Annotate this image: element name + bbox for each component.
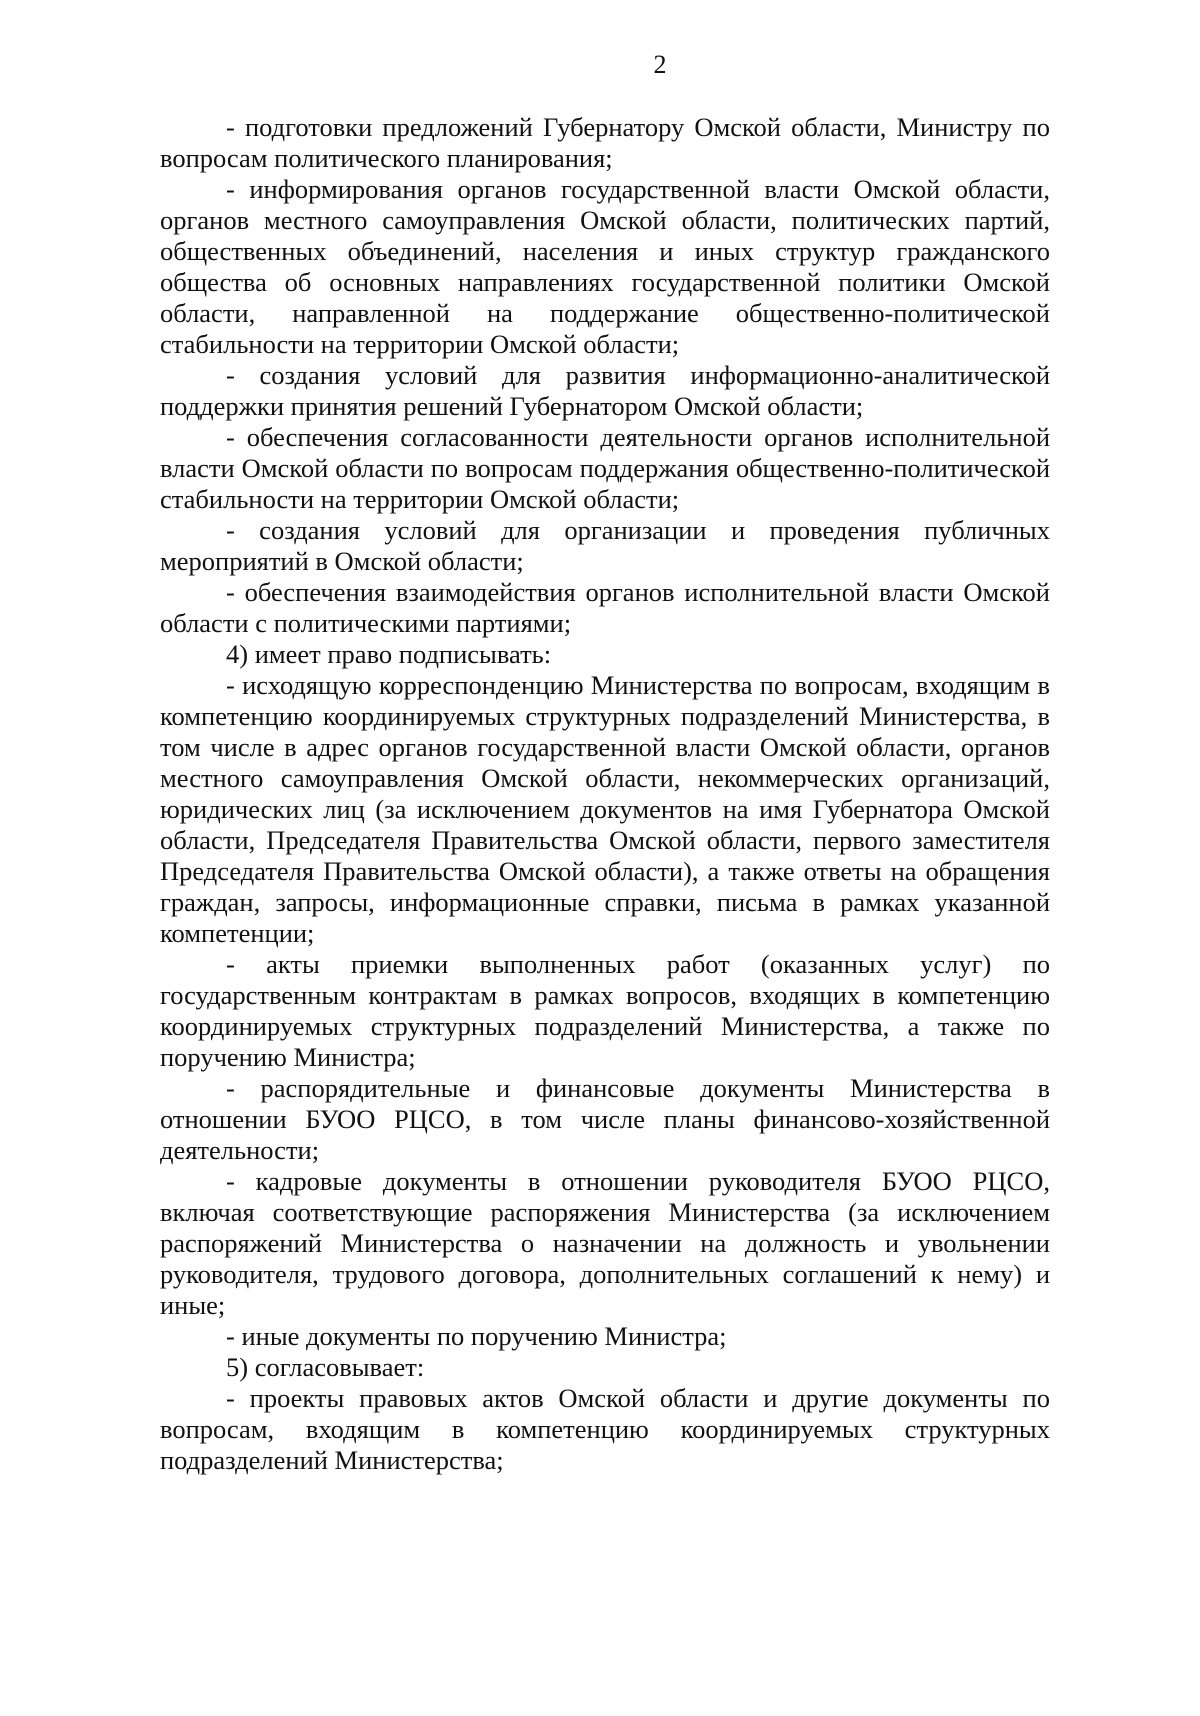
paragraph: 4) имеет право подписывать: <box>226 639 552 669</box>
paragraph: 5) согласовывает: <box>226 1352 425 1382</box>
document-body <box>160 112 1050 1476</box>
paragraph: - подготовки предложений Губернатору Омской области, Министру по вопросам политического планирования; <box>160 112 1050 173</box>
paragraph: - исходящую корреспонденцию Министерства по вопросам, входящим в компетенцию координируемых структурных подразделений Министерства, в том числе в адрес органов государственной власти Омской области, органов местного самоуправления Омской области, некоммерческих организаций, юридических лиц (за исключением документов на имя Губернатора Омской области, Председателя Правительства Омской области, первого заместителя Председателя Правительства Омской области), а также ответы на обращения граждан, запросы, информационные справки, письма в рамках указанной компетенции; <box>160 670 1050 948</box>
paragraph: - акты приемки выполненных работ (оказанных услуг) по государственным контрактам в рамках вопросов, входящих в компетенцию координируемых структурных подразделений Министерства, а также по поручению Министра; <box>160 949 1050 1072</box>
paragraph: - иные документы по поручению Министра; <box>226 1321 727 1351</box>
paragraph: - проекты правовых актов Омской области и другие документы по вопросам, входящим в компетенцию координируемых структурных подразделений Министерства; <box>160 1383 1050 1475</box>
page-number: 2 <box>653 50 667 79</box>
paragraph: - распорядительные и финансовые документы Министерства в отношении БУОО РЦСО, в том числе планы финансово-хозяйственной деятельности; <box>160 1073 1050 1165</box>
paragraph: - информирования органов государственной власти Омской области, органов местного самоуправления Омской области, политических партий, общественных объединений, населения и иных структур гражданского общества об основных направлениях государственной политики Омской области, направленной на поддержание общественно-политической стабильности на территории Омской области; <box>160 174 1050 359</box>
paragraph: - создания условий для организации и проведения публичных мероприятий в Омской области; <box>160 515 1050 576</box>
paragraph: - обеспечения взаимодействия органов исполнительной власти Омской области с политическими партиями; <box>160 577 1050 638</box>
paragraph: - обеспечения согласованности деятельности органов исполнительной власти Омской области по вопросам поддержания общественно-политической стабильности на территории Омской области; <box>160 422 1050 514</box>
paragraph: - создания условий для развития информационно-аналитической поддержки принятия решений Губернатором Омской области; <box>160 360 1050 421</box>
paragraph: - кадровые документы в отношении руководителя БУОО РЦСО, включая соответствующие распоряжения Министерства (за исключением распоряжений Министерства о назначении на должность и увольнении руководителя, трудового договора, дополнительных соглашений к нему) и иные; <box>160 1166 1050 1320</box>
